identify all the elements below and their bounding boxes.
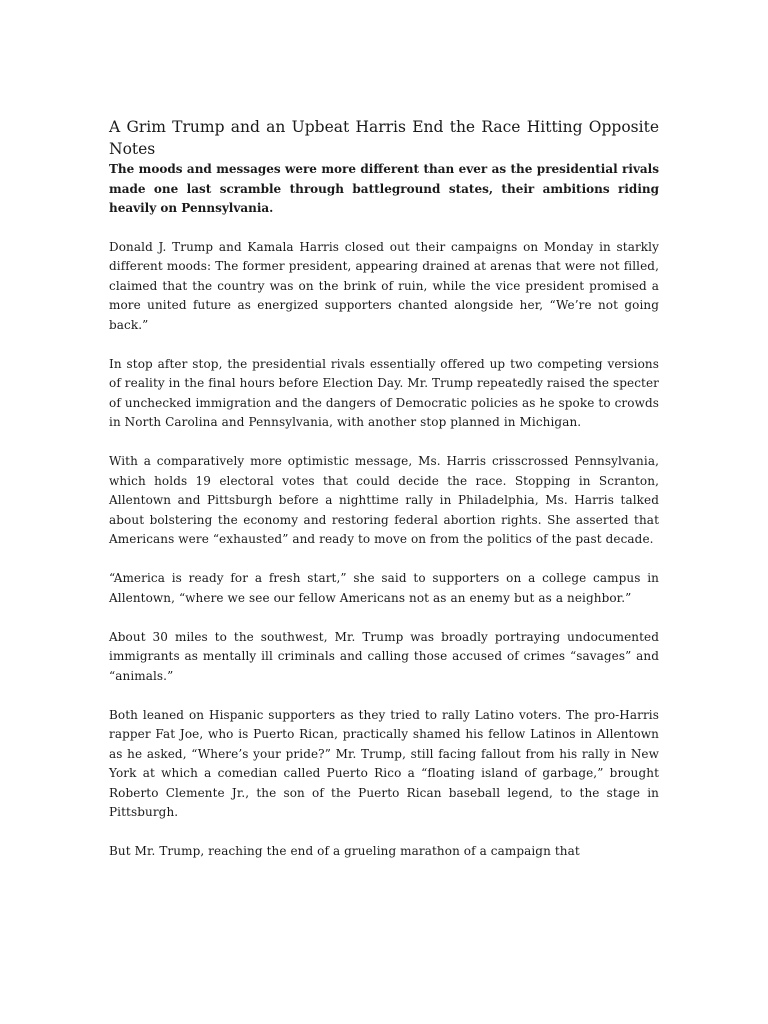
paragraph-1: Donald J. Trump and Kamala Harris closed out their campaigns on Monday in starkly different moods: The former president, appearing drained at arenas that were not filled, claimed that the country was on the brink of ruin, while the vice president promised a more united future as energized supporters chanted alongside her, “We’re not going back.” [109, 239, 659, 332]
paragraph-5: About 30 miles to the southwest, Mr. Trump was broadly portraying undocumented immigrants as mentally ill criminals and calling those accused of crimes “savages” and “animals.” [109, 629, 659, 683]
paragraph-7: But Mr. Trump, reaching the end of a grueling marathon of a campaign that [109, 844, 580, 858]
paragraph-3: With a comparatively more optimistic message, Ms. Harris crisscrossed Pennsylvania, which holds 19 electoral votes that could decide the race. Stopping in Scranton, Allentown and Pittsburgh before a nighttime rally in Philadelphia, Ms. Harris talked about bolstering the economy and restoring federal abortion rights. She asserted that Americans were “exhausted” and ready to move on from the politics of the past decade. [109, 454, 659, 546]
article-title: A Grim Trump and an Upbeat Harris End the Race Hitting Opposite Notes [109, 118, 659, 158]
paragraph-4: “America is ready for a fresh start,” she said to supporters on a college campus in Allentown, “where we see our fellow Americans not as an enemy but as a neighbor.” [109, 571, 659, 605]
article-subtitle: The moods and messages were more different than ever as the presidential rivals made one last scramble through battleground states, their ambitions riding heavily on Pennsylvania. [109, 162, 659, 215]
paragraph-2: In stop after stop, the presidential rivals essentially offered up two competing versions of reality in the final hours before Election Day. Mr. Trump repeatedly raised the specter of unchecked immigration and the dangers of Democratic policies as he spoke to crowds in North Carolina and Pennsylvania, with another stop planned in Michigan. [109, 356, 659, 429]
document-page [109, 116, 659, 881]
paragraph-6: Both leaned on Hispanic supporters as they tried to rally Latino voters. The pro-Harris rapper Fat Joe, who is Puerto Rican, practically shamed his fellow Latinos in Allentown as he asked, “Where’s your pride?” Mr. Trump, still facing fallout from his rally in New York at which a comedian called Puerto Rico a “floating island of garbage,” brought Roberto Clemente Jr., the son of the Puerto Rican baseball legend, to the stage in Pittsburgh. [109, 707, 659, 819]
